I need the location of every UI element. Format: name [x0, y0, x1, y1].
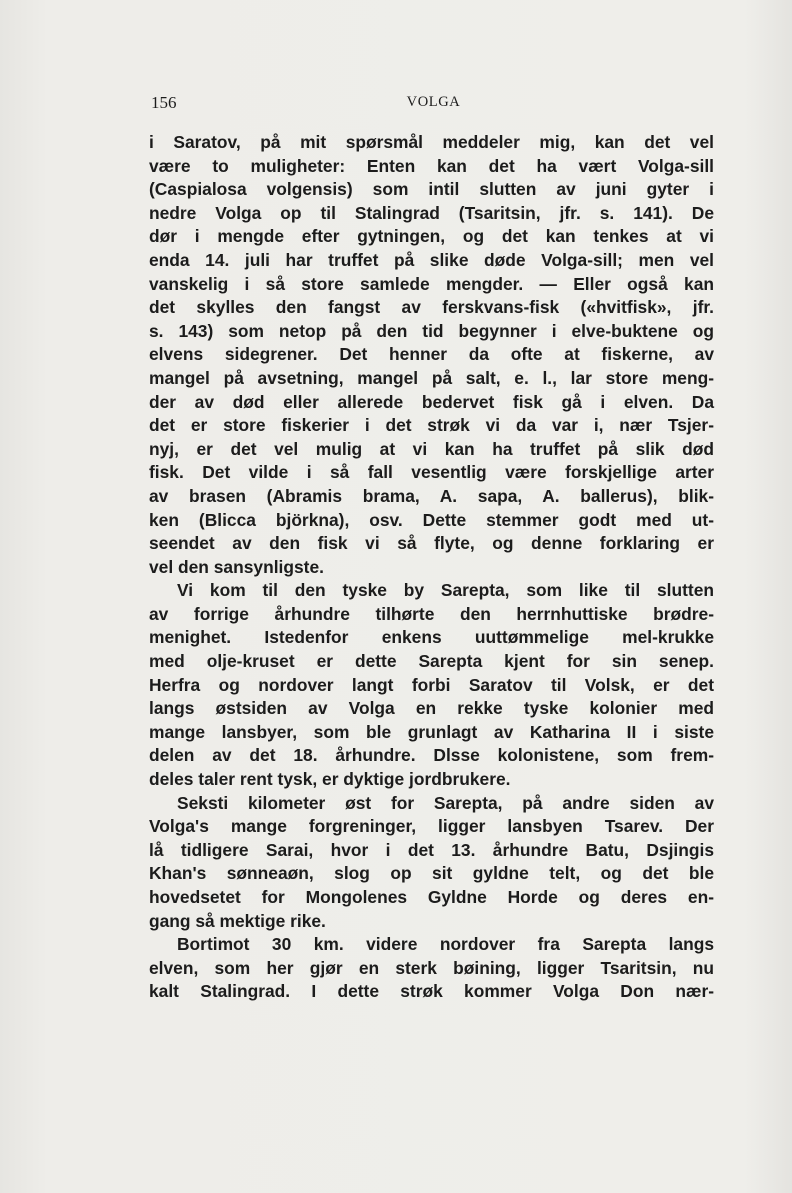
text-line: gang så mektige rike.: [149, 910, 326, 931]
text-line: dør i mengde efter gytningen, og det kan tenkes at vi: [149, 226, 714, 247]
text-line: Herfra og nordover langt forbi Saratov til Volsk, er det: [149, 674, 714, 695]
text-line: nyj, er det vel mulig at vi kan ha truffet på slik død: [149, 438, 714, 459]
text-line: det skylles den fangst av ferskvans-fisk («hvitfisk», jfr.: [149, 297, 714, 318]
text-line: nedre Volga op til Stalingrad (Tsaritsin, jfr. s. 141). De: [149, 202, 714, 223]
text-line: hovedsetet for Mongolenes Gyldne Horde og deres en-: [149, 887, 714, 907]
text-line: av brasen (Abramis brama, A. sapa, A. ballerus), blik-: [149, 485, 714, 506]
text-line: Bortimot 30 km. videre nordover fra Sarepta langs: [177, 934, 714, 955]
text-line: med olje-kruset er dette Sarepta kjent for sin senep.: [149, 651, 714, 672]
text-line: menighet. Istedenfor enkens uuttømmelige mel-krukke: [149, 627, 714, 648]
text-line: vel den sansynligste.: [149, 556, 324, 577]
text-line: enda 14. juli har truffet på slike døde Volga-sill; men vel: [149, 249, 714, 270]
text-line: s. 143) som netop på den tid begynner i elve-buktene og: [149, 320, 714, 341]
text-line: delen av det 18. århundre. Dlsse kolonistene, som frem-: [149, 745, 714, 766]
text-line: lå tidligere Sarai, hvor i det 13. århundre Batu, Dsjingis: [149, 839, 714, 860]
text-line: fisk. Det vilde i så fall vesentlig være forskjellige arter: [149, 462, 714, 483]
running-head: [151, 93, 716, 117]
text-line: ken (Blicca björkna), osv. Dette stemmer godt med ut-: [149, 509, 714, 530]
text-line: (Caspialosa volgensis) som intil slutten av juni gyter i: [149, 179, 714, 200]
running-title: VOLGA: [406, 94, 461, 110]
text-line: av forrige århundre tilhørte den herrnhuttiske brødre-: [149, 603, 714, 624]
text-line: seendet av den fisk vi så flyte, og denne forklaring er: [149, 533, 714, 554]
text-line: elvens sidegrener. Det henner da ofte at fiskerne, av: [149, 344, 714, 365]
text-line: Seksti kilometer øst for Sarepta, på andre siden av: [177, 792, 714, 813]
text-line: langs østsiden av Volga en rekke tyske kolonier med: [149, 698, 714, 719]
text-line: Volga's mange forgreninger, ligger lansbyen Tsarev. Der: [149, 816, 714, 837]
text-line: deles taler rent tysk, er dyktige jordbrukere.: [149, 769, 511, 790]
text-line: Vi kom til den tyske by Sarepta, som like til slutten: [177, 580, 714, 601]
text-line: elven, som her gjør en sterk bøining, ligger Tsaritsin, nu: [149, 957, 714, 978]
text-line: kalt Stalingrad. I dette strøk kommer Volga Don nær-: [149, 981, 714, 1002]
text-line: i Saratov, på mit spørsmål meddeler mig, kan det vel: [149, 132, 714, 152]
text-line: det er store fiskerier i det strøk vi da var i, nær Tsjer-: [149, 415, 714, 436]
text-line: være to muligheter: Enten kan det ha vært Volga-sill: [149, 155, 714, 176]
text-line: der av død eller allerede bedervet fisk gå i elven. Da: [149, 391, 714, 412]
page-number: 156: [151, 93, 177, 112]
text-line: mange lansbyer, som ble grunlagt av Katharina II i siste: [149, 721, 714, 742]
body-text: [149, 131, 714, 1004]
text-line: mangel på avsetning, mangel på salt, e. l., lar store meng-: [149, 367, 714, 388]
text-line: Khan's sønneaøn, slog op sit gyldne telt, og det ble: [149, 863, 714, 884]
text-line: vanskelig i så store samlede mengder. — Eller også kan: [149, 273, 714, 294]
